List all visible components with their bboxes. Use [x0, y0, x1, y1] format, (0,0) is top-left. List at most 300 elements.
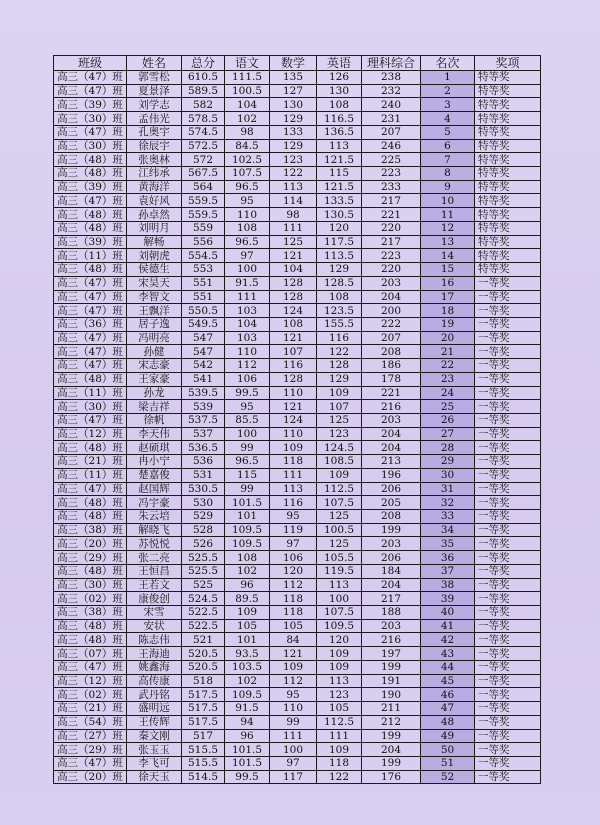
rank-cell: 3 — [421, 98, 475, 112]
math-cell: 95 — [270, 510, 317, 524]
chinese-cell: 93.5 — [225, 647, 270, 661]
math-cell: 112 — [270, 674, 317, 688]
award-cell: 一等奖 — [475, 674, 541, 688]
total-cell: 572 — [182, 153, 225, 167]
table-row — [54, 578, 541, 592]
award-cell: 一等奖 — [475, 688, 541, 702]
class-cell: 高三（48）班 — [54, 153, 127, 167]
rank-cell: 50 — [421, 743, 475, 757]
rank-cell: 36 — [421, 551, 475, 565]
total-cell: 556 — [182, 235, 225, 249]
table-row — [54, 153, 541, 167]
english-cell: 120 — [317, 221, 362, 235]
rank-cell: 16 — [421, 276, 475, 290]
table-row — [54, 660, 541, 674]
award-cell: 一等奖 — [475, 592, 541, 606]
name-cell: 宋雪 — [127, 606, 182, 620]
table-row — [54, 468, 541, 482]
class-cell: 高三（39）班 — [54, 98, 127, 112]
english-cell: 107.5 — [317, 606, 362, 620]
total-cell: 515.5 — [182, 743, 225, 757]
science-cell: 207 — [362, 331, 421, 345]
math-cell: 118 — [270, 606, 317, 620]
science-cell: 231 — [362, 112, 421, 126]
rank-cell: 51 — [421, 756, 475, 770]
chinese-cell: 103.5 — [225, 660, 270, 674]
table-row — [54, 688, 541, 702]
rank-cell: 32 — [421, 496, 475, 510]
name-cell: 高传康 — [127, 674, 182, 688]
science-cell: 217 — [362, 592, 421, 606]
award-cell: 一等奖 — [475, 345, 541, 359]
math-cell: 109 — [270, 441, 317, 455]
english-cell: 125 — [317, 413, 362, 427]
rank-cell: 11 — [421, 208, 475, 222]
award-cell: 一等奖 — [475, 413, 541, 427]
total-cell: 547 — [182, 345, 225, 359]
english-cell: 108.5 — [317, 455, 362, 469]
total-cell: 547 — [182, 331, 225, 345]
award-cell: 一等奖 — [475, 770, 541, 784]
math-cell: 119 — [270, 523, 317, 537]
chinese-cell: 99.5 — [225, 386, 270, 400]
table-row — [54, 71, 541, 85]
math-cell: 127 — [270, 84, 317, 98]
table-row — [54, 359, 541, 373]
class-cell: 高三（02）班 — [54, 592, 127, 606]
class-cell: 高三（30）班 — [54, 400, 127, 414]
chinese-cell: 111.5 — [225, 71, 270, 85]
award-cell: 一等奖 — [475, 633, 541, 647]
total-cell: 514.5 — [182, 770, 225, 784]
math-cell: 105 — [270, 619, 317, 633]
award-cell: 一等奖 — [475, 743, 541, 757]
name-cell: 赵硕琪 — [127, 441, 182, 455]
total-cell: 530.5 — [182, 482, 225, 496]
math-cell: 120 — [270, 564, 317, 578]
name-cell: 李智文 — [127, 290, 182, 304]
award-cell: 一等奖 — [475, 317, 541, 331]
english-cell: 107.5 — [317, 496, 362, 510]
english-cell: 108 — [317, 98, 362, 112]
class-cell: 高三（30）班 — [54, 112, 127, 126]
header-math: 数学 — [270, 56, 317, 71]
table-row — [54, 304, 541, 318]
rank-cell: 23 — [421, 372, 475, 386]
math-cell: 111 — [270, 729, 317, 743]
class-cell: 高三（48）班 — [54, 372, 127, 386]
class-cell: 高三（47）班 — [54, 84, 127, 98]
chinese-cell: 100 — [225, 427, 270, 441]
science-cell: 217 — [362, 194, 421, 208]
class-cell: 高三（39）班 — [54, 235, 127, 249]
class-cell: 高三（12）班 — [54, 674, 127, 688]
math-cell: 117 — [270, 770, 317, 784]
total-cell: 553 — [182, 263, 225, 277]
english-cell: 105.5 — [317, 551, 362, 565]
award-cell: 一等奖 — [475, 551, 541, 565]
table-row — [54, 98, 541, 112]
math-cell: 106 — [270, 551, 317, 565]
english-cell: 133.5 — [317, 194, 362, 208]
name-cell: 刘学志 — [127, 98, 182, 112]
math-cell: 129 — [270, 112, 317, 126]
award-cell: 特等奖 — [475, 153, 541, 167]
science-cell: 225 — [362, 153, 421, 167]
math-cell: 110 — [270, 702, 317, 716]
english-cell: 113.5 — [317, 249, 362, 263]
rank-cell: 29 — [421, 455, 475, 469]
science-cell: 216 — [362, 633, 421, 647]
award-cell: 一等奖 — [475, 510, 541, 524]
english-cell: 118 — [317, 756, 362, 770]
chinese-cell: 99 — [225, 482, 270, 496]
name-cell: 赵国辉 — [127, 482, 182, 496]
table-row — [54, 249, 541, 263]
rank-cell: 9 — [421, 180, 475, 194]
award-cell: 一等奖 — [475, 606, 541, 620]
math-cell: 104 — [270, 263, 317, 277]
name-cell: 安状 — [127, 619, 182, 633]
name-cell: 陈志伟 — [127, 633, 182, 647]
chinese-cell: 98 — [225, 125, 270, 139]
science-cell: 203 — [362, 276, 421, 290]
science-cell: 221 — [362, 386, 421, 400]
chinese-cell: 89.5 — [225, 592, 270, 606]
rank-cell: 37 — [421, 564, 475, 578]
chinese-cell: 97 — [225, 249, 270, 263]
header-science: 理科综合 — [362, 56, 421, 71]
chinese-cell: 96 — [225, 578, 270, 592]
rank-cell: 26 — [421, 413, 475, 427]
rank-cell: 10 — [421, 194, 475, 208]
name-cell: 康俊创 — [127, 592, 182, 606]
table-row — [54, 372, 541, 386]
english-cell: 123 — [317, 427, 362, 441]
award-cell: 一等奖 — [475, 523, 541, 537]
math-cell: 99 — [270, 715, 317, 729]
english-cell: 113 — [317, 139, 362, 153]
table-row — [54, 743, 541, 757]
rank-cell: 45 — [421, 674, 475, 688]
table-row — [54, 619, 541, 633]
rank-cell: 5 — [421, 125, 475, 139]
math-cell: 100 — [270, 743, 317, 757]
class-cell: 高三（29）班 — [54, 551, 127, 565]
award-cell: 一等奖 — [475, 619, 541, 633]
class-cell: 高三（47）班 — [54, 345, 127, 359]
english-cell: 129 — [317, 263, 362, 277]
math-cell: 121 — [270, 647, 317, 661]
english-cell: 113 — [317, 578, 362, 592]
name-cell: 王恒昌 — [127, 564, 182, 578]
science-cell: 200 — [362, 304, 421, 318]
chinese-cell: 102.5 — [225, 153, 270, 167]
science-cell: 204 — [362, 743, 421, 757]
science-cell: 204 — [362, 290, 421, 304]
award-cell: 一等奖 — [475, 386, 541, 400]
science-cell: 204 — [362, 578, 421, 592]
award-cell: 特等奖 — [475, 84, 541, 98]
science-cell: 211 — [362, 702, 421, 716]
table-row — [54, 413, 541, 427]
total-cell: 522.5 — [182, 619, 225, 633]
math-cell: 121 — [270, 249, 317, 263]
chinese-cell: 102 — [225, 674, 270, 688]
science-cell: 203 — [362, 537, 421, 551]
chinese-cell: 100.5 — [225, 84, 270, 98]
award-cell: 一等奖 — [475, 564, 541, 578]
rank-cell: 2 — [421, 84, 475, 98]
english-cell: 112.5 — [317, 715, 362, 729]
table-row — [54, 139, 541, 153]
award-cell: 特等奖 — [475, 125, 541, 139]
english-cell: 124.5 — [317, 441, 362, 455]
table-row — [54, 386, 541, 400]
rank-cell: 7 — [421, 153, 475, 167]
name-cell: 徐辰宇 — [127, 139, 182, 153]
english-cell: 109 — [317, 647, 362, 661]
english-cell: 136.5 — [317, 125, 362, 139]
award-cell: 一等奖 — [475, 290, 541, 304]
award-cell: 一等奖 — [475, 537, 541, 551]
rank-cell: 13 — [421, 235, 475, 249]
rank-cell: 14 — [421, 249, 475, 263]
chinese-cell: 101.5 — [225, 743, 270, 757]
total-cell: 539 — [182, 400, 225, 414]
rank-cell: 47 — [421, 702, 475, 716]
total-cell: 551 — [182, 290, 225, 304]
math-cell: 110 — [270, 386, 317, 400]
total-cell: 537.5 — [182, 413, 225, 427]
name-cell: 楚嘉俊 — [127, 468, 182, 482]
english-cell: 109 — [317, 386, 362, 400]
chinese-cell: 115 — [225, 468, 270, 482]
science-cell: 223 — [362, 167, 421, 181]
english-cell: 119.5 — [317, 564, 362, 578]
chinese-cell: 91.5 — [225, 702, 270, 716]
award-cell: 一等奖 — [475, 647, 541, 661]
name-cell: 张二亮 — [127, 551, 182, 565]
science-cell: 208 — [362, 510, 421, 524]
award-cell: 一等奖 — [475, 372, 541, 386]
name-cell: 王家豪 — [127, 372, 182, 386]
award-ranking-table — [53, 55, 541, 784]
rank-cell: 39 — [421, 592, 475, 606]
name-cell: 李飞可 — [127, 756, 182, 770]
rank-cell: 24 — [421, 386, 475, 400]
class-cell: 高三（36）班 — [54, 317, 127, 331]
name-cell: 郭雪松 — [127, 71, 182, 85]
rank-cell: 6 — [421, 139, 475, 153]
math-cell: 113 — [270, 482, 317, 496]
table-header-row — [54, 56, 541, 71]
class-cell: 高三（38）班 — [54, 606, 127, 620]
science-cell: 203 — [362, 619, 421, 633]
total-cell: 525.5 — [182, 564, 225, 578]
math-cell: 98 — [270, 208, 317, 222]
total-cell: 549.5 — [182, 317, 225, 331]
table-row — [54, 551, 541, 565]
math-cell: 116 — [270, 496, 317, 510]
total-cell: 515.5 — [182, 756, 225, 770]
english-cell: 109.5 — [317, 619, 362, 633]
english-cell: 117.5 — [317, 235, 362, 249]
class-cell: 高三（47）班 — [54, 290, 127, 304]
class-cell: 高三（21）班 — [54, 455, 127, 469]
math-cell: 111 — [270, 221, 317, 235]
science-cell: 188 — [362, 606, 421, 620]
class-cell: 高三（48）班 — [54, 510, 127, 524]
chinese-cell: 102 — [225, 112, 270, 126]
chinese-cell: 112 — [225, 359, 270, 373]
rank-cell: 27 — [421, 427, 475, 441]
award-cell: 一等奖 — [475, 715, 541, 729]
english-cell: 123.5 — [317, 304, 362, 318]
award-cell: 特等奖 — [475, 71, 541, 85]
total-cell: 564 — [182, 180, 225, 194]
table-row — [54, 221, 541, 235]
table-row — [54, 702, 541, 716]
chinese-cell: 101 — [225, 633, 270, 647]
math-cell: 97 — [270, 756, 317, 770]
class-cell: 高三（02）班 — [54, 688, 127, 702]
award-cell: 一等奖 — [475, 729, 541, 743]
total-cell: 521 — [182, 633, 225, 647]
chinese-cell: 110 — [225, 208, 270, 222]
chinese-cell: 106 — [225, 372, 270, 386]
award-cell: 一等奖 — [475, 304, 541, 318]
rank-cell: 17 — [421, 290, 475, 304]
name-cell: 苏悦悦 — [127, 537, 182, 551]
english-cell: 116 — [317, 331, 362, 345]
total-cell: 542 — [182, 359, 225, 373]
name-cell: 秦文刚 — [127, 729, 182, 743]
name-cell: 冉小宁 — [127, 455, 182, 469]
math-cell: 109 — [270, 660, 317, 674]
chinese-cell: 91.5 — [225, 276, 270, 290]
name-cell: 张玉玉 — [127, 743, 182, 757]
chinese-cell: 104 — [225, 98, 270, 112]
name-cell: 孟伟光 — [127, 112, 182, 126]
table-row — [54, 441, 541, 455]
rank-cell: 8 — [421, 167, 475, 181]
class-cell: 高三（48）班 — [54, 441, 127, 455]
class-cell: 高三（20）班 — [54, 770, 127, 784]
rank-cell: 31 — [421, 482, 475, 496]
rank-cell: 34 — [421, 523, 475, 537]
rank-cell: 43 — [421, 647, 475, 661]
class-cell: 高三（47）班 — [54, 413, 127, 427]
award-cell: 特等奖 — [475, 194, 541, 208]
science-cell: 206 — [362, 482, 421, 496]
class-cell: 高三（30）班 — [54, 139, 127, 153]
english-cell: 121.5 — [317, 180, 362, 194]
english-cell: 125 — [317, 510, 362, 524]
english-cell: 107 — [317, 400, 362, 414]
class-cell: 高三（11）班 — [54, 249, 127, 263]
award-cell: 一等奖 — [475, 359, 541, 373]
name-cell: 江纬承 — [127, 167, 182, 181]
english-cell: 100 — [317, 592, 362, 606]
science-cell: 203 — [362, 413, 421, 427]
science-cell: 199 — [362, 729, 421, 743]
total-cell: 589.5 — [182, 84, 225, 98]
award-cell: 一等奖 — [475, 496, 541, 510]
rank-cell: 19 — [421, 317, 475, 331]
total-cell: 525.5 — [182, 551, 225, 565]
math-cell: 84 — [270, 633, 317, 647]
rank-cell: 28 — [421, 441, 475, 455]
science-cell: 186 — [362, 359, 421, 373]
science-cell: 246 — [362, 139, 421, 153]
name-cell: 盛明远 — [127, 702, 182, 716]
english-cell: 121.5 — [317, 153, 362, 167]
chinese-cell: 110 — [225, 345, 270, 359]
rank-cell: 12 — [421, 221, 475, 235]
table-row — [54, 194, 541, 208]
name-cell: 王飘洋 — [127, 304, 182, 318]
table-row — [54, 564, 541, 578]
math-cell: 113 — [270, 180, 317, 194]
chinese-cell: 103 — [225, 304, 270, 318]
math-cell: 133 — [270, 125, 317, 139]
total-cell: 524.5 — [182, 592, 225, 606]
science-cell: 223 — [362, 249, 421, 263]
science-cell: 213 — [362, 455, 421, 469]
name-cell: 王若文 — [127, 578, 182, 592]
english-cell: 111 — [317, 729, 362, 743]
name-cell: 刘明月 — [127, 221, 182, 235]
science-cell: 220 — [362, 221, 421, 235]
total-cell: 517.5 — [182, 702, 225, 716]
header-chinese: 语文 — [225, 56, 270, 71]
table-row — [54, 455, 541, 469]
total-cell: 541 — [182, 372, 225, 386]
math-cell: 108 — [270, 317, 317, 331]
class-cell: 高三（47）班 — [54, 194, 127, 208]
table-row — [54, 400, 541, 414]
name-cell: 王海迪 — [127, 647, 182, 661]
total-cell: 567.5 — [182, 167, 225, 181]
chinese-cell: 84.5 — [225, 139, 270, 153]
award-cell: 特等奖 — [475, 249, 541, 263]
science-cell: 184 — [362, 564, 421, 578]
english-cell: 122 — [317, 345, 362, 359]
class-cell: 高三（47）班 — [54, 756, 127, 770]
name-cell: 孙健 — [127, 345, 182, 359]
table-row — [54, 482, 541, 496]
rank-cell: 35 — [421, 537, 475, 551]
class-cell: 高三（48）班 — [54, 496, 127, 510]
total-cell: 536 — [182, 455, 225, 469]
award-cell: 特等奖 — [475, 235, 541, 249]
english-cell: 108 — [317, 290, 362, 304]
award-cell: 一等奖 — [475, 276, 541, 290]
rank-cell: 30 — [421, 468, 475, 482]
class-cell: 高三（38）班 — [54, 523, 127, 537]
english-cell: 116.5 — [317, 112, 362, 126]
chinese-cell: 94 — [225, 715, 270, 729]
class-cell: 高三（48）班 — [54, 208, 127, 222]
name-cell: 梁吉祥 — [127, 400, 182, 414]
science-cell: 199 — [362, 523, 421, 537]
chinese-cell: 108 — [225, 221, 270, 235]
class-cell: 高三（47）班 — [54, 276, 127, 290]
name-cell: 冯宇豪 — [127, 496, 182, 510]
class-cell: 高三（30）班 — [54, 578, 127, 592]
total-cell: 572.5 — [182, 139, 225, 153]
